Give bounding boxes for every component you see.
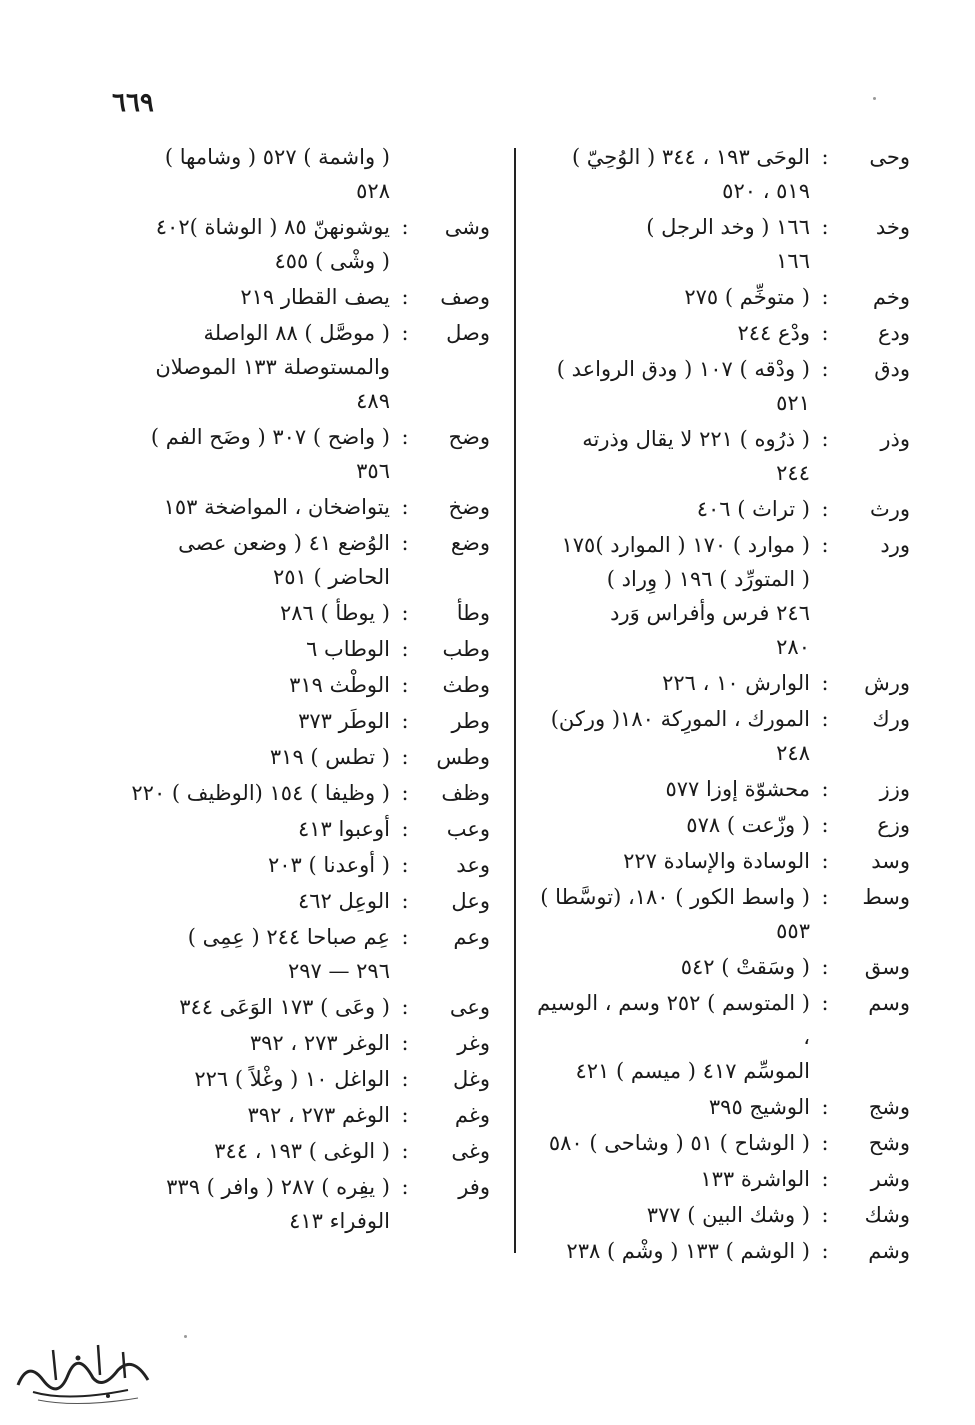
entry-references	[110, 316, 390, 418]
entry-root: وسد	[871, 849, 910, 873]
entry-colon: :	[401, 495, 409, 519]
index-entry	[530, 352, 910, 420]
entry-root: وعب	[446, 817, 490, 841]
reference-line: ( وشْى ) ٤٥٥	[274, 249, 390, 273]
entry-colon: :	[401, 601, 409, 625]
index-entry	[110, 776, 490, 810]
entry-references	[530, 492, 810, 526]
entry-colon: :	[821, 215, 829, 239]
reference-line: ٥٢٨	[356, 179, 390, 203]
reference-line: ( المتورِّد ) ١٩٦ ( وِراد )	[606, 567, 810, 591]
index-entry	[530, 702, 910, 770]
entry-colon: :	[821, 991, 829, 1015]
entry-colon: :	[401, 1067, 409, 1091]
entry-root: وخم	[872, 285, 910, 309]
index-entry	[110, 1170, 490, 1238]
entry-root: وضح	[448, 425, 490, 449]
index-entry	[530, 844, 910, 878]
entry-colon: :	[821, 777, 829, 801]
entry-root: وطأ	[456, 601, 490, 625]
index-entry	[110, 1062, 490, 1096]
reference-line: ٢٤٦ فرس وأفراس وَرد	[610, 601, 810, 625]
entry-colon: :	[821, 497, 829, 521]
reference-line: الموسِّم ٤١٧ ( ميسم ) ٤٢١	[575, 1059, 810, 1083]
reference-line: أوعبوا ٤١٣	[297, 817, 390, 841]
index-entry	[530, 772, 910, 806]
reference-line: ( تراث ) ٤٠٦	[696, 497, 810, 521]
entry-references	[110, 420, 390, 488]
reference-line: ٥٢١	[776, 391, 810, 415]
reference-line: الوفراء ٤١٣	[289, 1209, 390, 1233]
entry-colon: :	[821, 671, 829, 695]
entry-colon: :	[401, 531, 409, 555]
reference-line: ( وسَقتْ ) ٥٤٢	[680, 955, 810, 979]
entry-colon: :	[821, 427, 829, 451]
entry-references	[110, 1062, 390, 1096]
entry-colon: :	[821, 707, 829, 731]
index-entry	[530, 666, 910, 700]
entry-references	[530, 772, 810, 806]
entry-colon: :	[821, 1203, 829, 1227]
reference-line: ( وعَى ) ١٧٣ الوَعَى ٣٤٤	[179, 995, 390, 1019]
entry-root: وعد	[456, 853, 490, 877]
entry-colon: :	[401, 995, 409, 1019]
reference-line: الوطَر ٣٧٣	[298, 709, 390, 733]
entry-root: وحى	[869, 145, 910, 169]
entry-references	[110, 704, 390, 738]
entry-colon: :	[401, 673, 409, 697]
entry-colon: :	[401, 1103, 409, 1127]
reference-line: الوغر ٢٧٣ ، ٣٩٢	[249, 1031, 390, 1055]
entry-colon: :	[401, 215, 409, 239]
entry-references	[530, 1198, 810, 1232]
reference-line: ( الوشم ) ١٣٣ ( وشْم ) ٢٣٨	[566, 1239, 810, 1263]
stray-mark	[873, 97, 876, 100]
index-entry	[110, 1134, 490, 1168]
reference-line: الوطاب ٦	[306, 637, 390, 661]
reference-line: ( المتوسم ) ٢٥٢ وسم ، الوسيم ،	[537, 991, 810, 1049]
entry-colon: :	[401, 709, 409, 733]
entry-root: وسم	[868, 991, 910, 1015]
reference-line: ( تطس ) ٣١٩	[269, 745, 390, 769]
entry-references	[110, 1134, 390, 1168]
entry-references	[530, 666, 810, 700]
entry-root: وعم	[453, 925, 490, 949]
reference-line: يتواضخان ، المواضخة ١٥٣	[163, 495, 390, 519]
index-entry	[530, 880, 910, 948]
entry-root: وشم	[868, 1239, 910, 1263]
entry-references	[530, 316, 810, 350]
index-entry	[530, 316, 910, 350]
entry-colon: :	[821, 357, 829, 381]
entry-root: ورش	[864, 671, 910, 695]
entry-colon: :	[821, 321, 829, 345]
entry-references	[530, 280, 810, 314]
entry-root: وعى	[449, 995, 490, 1019]
entry-root: وعل	[451, 889, 490, 913]
entry-references	[530, 844, 810, 878]
entry-colon: :	[821, 1131, 829, 1155]
entry-colon: :	[821, 813, 829, 837]
entry-colon: :	[401, 637, 409, 661]
index-entry	[530, 1198, 910, 1232]
entry-references	[110, 740, 390, 774]
reference-line: ٥٥٣	[776, 919, 810, 943]
entry-root: وصل	[446, 321, 490, 345]
reference-line: ( واضح ) ٣٠٧ ( وضَح الفم )	[150, 425, 390, 449]
entry-root: ورث	[869, 497, 910, 521]
entry-references	[530, 702, 810, 770]
reference-line: محشوّة إوزا ٥٧٧	[665, 777, 810, 801]
entry-references	[110, 920, 390, 988]
entry-colon: :	[401, 781, 409, 805]
entry-root: وخد	[875, 215, 910, 239]
reference-line: ٢٨٠	[776, 635, 810, 659]
reference-line: الوحَى ١٩٣ ، ٣٤٤ ( الوُحِيّ )	[571, 145, 810, 169]
reference-line: ( متوخِّم ) ٢٧٥	[684, 285, 810, 309]
index-entry	[110, 848, 490, 882]
reference-line: ( موصَّل ) ٨٨ الواصلة	[203, 321, 390, 345]
page-number: ٦٦٩	[112, 88, 154, 118]
entry-references	[530, 210, 810, 278]
reference-line: ودْع ٢٤٤	[737, 321, 810, 345]
reference-line: الوعِل ٤٦٢	[297, 889, 390, 913]
entry-references	[110, 210, 390, 278]
entry-references	[530, 1090, 810, 1124]
index-entry	[110, 884, 490, 918]
right-column	[530, 140, 910, 1270]
index-entry	[110, 526, 490, 594]
entry-references	[110, 526, 390, 594]
index-entry	[530, 808, 910, 842]
index-entry	[110, 704, 490, 738]
entry-colon: :	[821, 885, 829, 909]
entry-colon: :	[401, 1031, 409, 1055]
entry-references	[530, 986, 810, 1088]
reference-line: يوشونهنّ ٨٥ ( الوشاة )٤٠٢	[155, 215, 390, 239]
index-entry	[110, 1026, 490, 1060]
entry-references	[530, 528, 810, 664]
reference-line: الوارش ١٠ ، ٢٢٦	[662, 671, 810, 695]
entry-root: وطب	[442, 637, 490, 661]
entry-colon: :	[401, 853, 409, 877]
entry-root: وضخ	[448, 495, 490, 519]
entry-root: وشى	[444, 215, 490, 239]
entry-references	[110, 668, 390, 702]
entry-root: وغل	[452, 1067, 490, 1091]
entry-references	[530, 140, 810, 208]
entry-root: وسط	[862, 885, 910, 909]
entry-colon: :	[401, 745, 409, 769]
entry-references	[530, 1126, 810, 1160]
reference-line: ٢٩٦ — ٢٩٧	[287, 959, 390, 983]
reference-line: ( واسط الكور ) ١٨٠، (توسَّطا )	[540, 885, 810, 909]
entry-root: ورك	[872, 707, 910, 731]
entry-root: وطث	[442, 673, 490, 697]
entry-root: وزز	[879, 777, 910, 801]
entry-colon: :	[401, 1175, 409, 1199]
index-entry	[530, 1090, 910, 1124]
index-entry	[110, 490, 490, 524]
index-entry	[530, 950, 910, 984]
index-entry	[110, 1098, 490, 1132]
entry-colon: :	[401, 425, 409, 449]
reference-line: يصف القطار ٢١٩	[240, 285, 390, 309]
index-entry	[530, 280, 910, 314]
reference-line: ( الوشاح ) ٥١ ( وشاحى ) ٥٨٠	[548, 1131, 810, 1155]
entry-references	[110, 884, 390, 918]
entry-references	[110, 140, 390, 208]
index-entry	[110, 596, 490, 630]
entry-references	[530, 950, 810, 984]
reference-line: ٢٤٨	[776, 741, 810, 765]
reference-line: الواشرة ١٣٣	[700, 1167, 810, 1191]
entry-root: وظف	[441, 781, 490, 805]
reference-line: والمستوصلة ١٣٣ الموصلان	[155, 355, 390, 379]
entry-references	[110, 812, 390, 846]
left-column	[110, 140, 490, 1240]
index-entry	[530, 986, 910, 1088]
reference-line: الوطْث ٣١٩	[289, 673, 390, 697]
reference-line: ٣٥٦	[356, 459, 390, 483]
index-entry	[110, 668, 490, 702]
reference-line: عِم صباحا ٢٤٤ ( عِمِى )	[187, 925, 390, 949]
reference-line: ( ذرُوه ) ٢٢١ لا يقال وذرته	[582, 427, 810, 451]
reference-line: الوسادة والإسادة ٢٢٧	[623, 849, 810, 873]
entry-references	[110, 1170, 390, 1238]
entry-root: وغم	[454, 1103, 490, 1127]
reference-line: المورك ، المورِكة ١٨٠( وركن)	[550, 707, 810, 731]
reference-line: ( وشك البين ) ٣٧٧	[646, 1203, 810, 1227]
entry-root: وشك	[864, 1203, 910, 1227]
entry-colon: :	[401, 889, 409, 913]
index-entry	[110, 210, 490, 278]
entry-references	[110, 776, 390, 810]
entry-references	[530, 808, 810, 842]
reference-line: ( يوطأ ) ٢٨٦	[279, 601, 390, 625]
entry-root: وضع	[450, 531, 490, 555]
reference-line: ( أوعدنا ) ٢٠٣	[267, 853, 390, 877]
entry-colon: :	[821, 955, 829, 979]
entry-root: وشح	[868, 1131, 910, 1155]
reference-line: الوُضع ٤١ ( وضعن عصى	[178, 531, 390, 555]
entry-references	[530, 422, 810, 490]
index-entry	[530, 422, 910, 490]
entry-root: ورد	[880, 533, 910, 557]
entry-root: وفر	[458, 1175, 490, 1199]
index-entry	[530, 1126, 910, 1160]
entry-root: وغى	[451, 1139, 490, 1163]
entry-root: وسق	[864, 955, 910, 979]
reference-line: ( وزّعت ) ٥٧٨	[686, 813, 810, 837]
index-entry	[530, 210, 910, 278]
reference-line: الحاضر ) ٢٥١	[273, 565, 390, 589]
entry-root: وغر	[457, 1031, 490, 1055]
index-entry	[530, 492, 910, 526]
entry-root: وصف	[440, 285, 490, 309]
entry-references	[110, 848, 390, 882]
reference-line: الوشيج ٣٩٥	[708, 1095, 810, 1119]
reference-line: ( يفِره ) ٢٨٧ ( وافر ) ٣٣٩	[166, 1175, 390, 1199]
entry-references	[110, 1098, 390, 1132]
entry-colon: :	[821, 1095, 829, 1119]
entry-colon: :	[821, 1167, 829, 1191]
reference-line: ١٦٦	[776, 249, 810, 273]
reference-line: ٤٨٩	[356, 389, 390, 413]
entry-root: وشر	[870, 1167, 910, 1191]
reference-line: ( واشمة ) ٥٢٧ ( وشامها )	[164, 145, 390, 169]
entry-colon: :	[401, 285, 409, 309]
index-entry	[110, 920, 490, 988]
index-entry	[530, 140, 910, 208]
calligraphy-logo-icon	[8, 1330, 158, 1410]
reference-line: الوغم ٢٧٣ ، ٣٩٢	[247, 1103, 390, 1127]
entry-root: وذر	[880, 427, 910, 451]
entry-references	[530, 352, 810, 420]
entry-colon: :	[821, 1239, 829, 1263]
entry-root: ودع	[877, 321, 910, 345]
index-entry	[110, 316, 490, 418]
index-entry	[530, 1234, 910, 1268]
stray-mark	[184, 1335, 187, 1338]
entry-colon: :	[821, 285, 829, 309]
entry-references	[110, 1026, 390, 1060]
entry-references	[110, 490, 390, 524]
entry-colon: :	[401, 1139, 409, 1163]
entry-root: وشج	[868, 1095, 910, 1119]
index-entry	[110, 740, 490, 774]
index-entry	[110, 280, 490, 314]
entry-references	[110, 596, 390, 630]
entry-references	[110, 990, 390, 1024]
index-entry	[110, 420, 490, 488]
entry-root: وطر	[451, 709, 490, 733]
calligraphy-logo	[8, 1330, 158, 1410]
entry-colon: :	[401, 817, 409, 841]
entry-colon: :	[401, 321, 409, 345]
reference-line: ( الوغى ) ١٩٣ ، ٣٤٤	[214, 1139, 390, 1163]
entry-references	[110, 280, 390, 314]
index-entry	[110, 990, 490, 1024]
reference-line: الواغل ١٠ ( وغْلاً ) ٢٢٦	[194, 1067, 390, 1091]
index-entry	[110, 812, 490, 846]
entry-colon: :	[821, 533, 829, 557]
reference-line: ٢٤٤	[776, 461, 810, 485]
entry-colon: :	[821, 849, 829, 873]
reference-line: ( وظيفا ) ١٥٤ (الوظيف ) ٢٢٠	[131, 781, 390, 805]
index-entry	[530, 1162, 910, 1196]
entry-references	[530, 1162, 810, 1196]
entry-root: وطس	[436, 745, 490, 769]
entry-references	[110, 632, 390, 666]
entry-root: ودق	[874, 357, 910, 381]
entry-root: وزع	[877, 813, 910, 837]
reference-line: ١٦٦ ( وخد الرجل )	[646, 215, 810, 239]
index-entry	[110, 632, 490, 666]
entry-colon: :	[821, 145, 829, 169]
reference-line: ( ودْقه ) ١٠٧ ( ودق الرواعد )	[556, 357, 810, 381]
column-divider	[514, 148, 516, 1253]
index-entry	[530, 528, 910, 664]
reference-line: ( موارد ) ١٧٠ ( الموارد )١٧٥	[561, 533, 810, 557]
entry-references	[530, 1234, 810, 1268]
entry-references	[530, 880, 810, 948]
entry-colon: :	[401, 925, 409, 949]
reference-line: ٥١٩ ، ٥٢٠	[722, 179, 810, 203]
index-entry	[110, 140, 490, 208]
